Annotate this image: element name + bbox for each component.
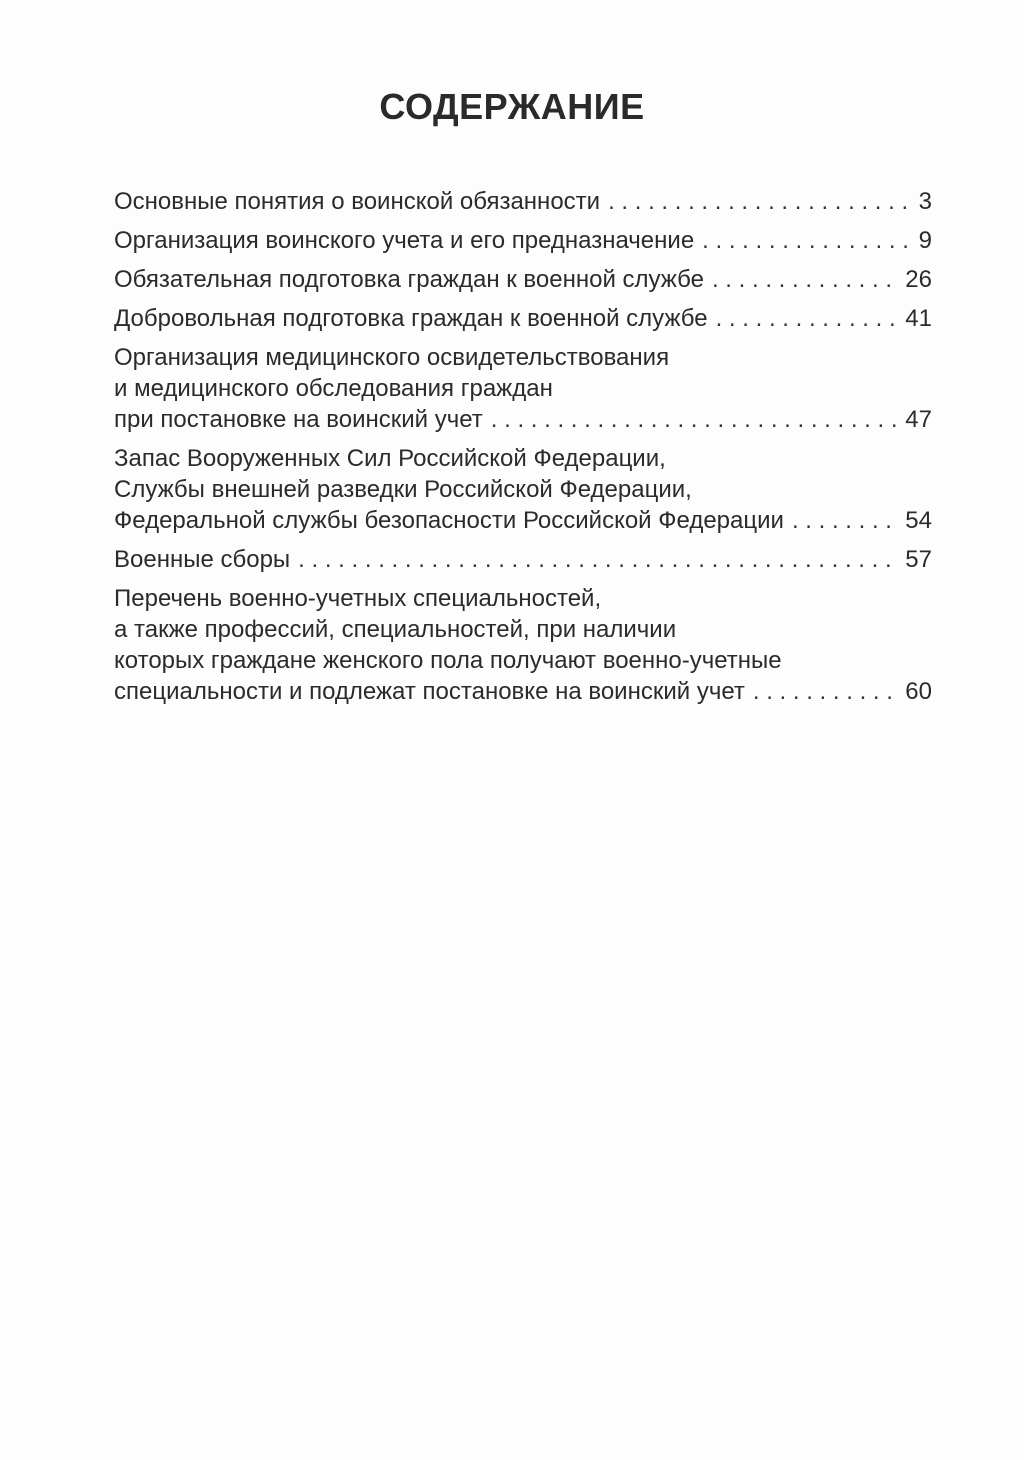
- toc-entry-title: Основные понятия о воинской обязанности: [114, 188, 601, 215]
- toc-entry-line: [114, 303, 932, 334]
- toc-entry: [114, 303, 932, 334]
- toc-entry-title-line: а также профессий, специальностей, при наличии: [114, 616, 677, 643]
- toc-entry-title: Военные сборы: [114, 546, 291, 573]
- toc-entry-title: Добровольная подготовка граждан к военной службе: [114, 305, 708, 332]
- dot-leader: [491, 404, 900, 435]
- toc-entry-line: [114, 404, 932, 435]
- toc-entry: [114, 583, 932, 707]
- toc-entry: [114, 186, 932, 217]
- toc-page-number: 57: [905, 546, 932, 573]
- toc-page-number: 41: [905, 305, 932, 332]
- toc-page-number: 47: [905, 406, 932, 433]
- toc-entry-title-line: специальности и подлежат постановке на воинский учет: [114, 678, 745, 705]
- toc-entry-line: [114, 505, 932, 536]
- table-of-contents: [114, 186, 932, 715]
- dot-leader: [608, 186, 910, 217]
- toc-entry-title-line: которых граждане женского пола получают военно-учетные: [114, 647, 782, 674]
- toc-entry: [114, 544, 932, 575]
- toc-entry: [114, 264, 932, 295]
- toc-page-number: 60: [905, 678, 932, 705]
- toc-entry-title-line: и медицинского обследования граждан: [114, 375, 553, 402]
- toc-entry: [114, 443, 932, 536]
- page-title: СОДЕРЖАНИЕ: [379, 86, 645, 127]
- toc-entry-title-line: Организация медицинского освидетельствования: [114, 344, 670, 371]
- dot-leader: [716, 303, 900, 334]
- toc-page-number: 54: [905, 507, 932, 534]
- dot-leader: [792, 505, 899, 536]
- toc-entry-title: Организация воинского учета и его предназначение: [114, 227, 695, 254]
- dot-leader: [298, 544, 899, 575]
- toc-entry-title-line: Федеральной службы безопасности Российской Федерации: [114, 507, 784, 534]
- toc-entry-title-line: Перечень военно-учетных специальностей,: [114, 585, 602, 612]
- dot-leader: [702, 225, 910, 256]
- dot-leader: [712, 264, 899, 295]
- toc-page-number: 3: [918, 188, 932, 215]
- toc-entry-line: [114, 186, 932, 217]
- toc-entry-title-line: Запас Вооруженных Сил Российской Федерации,: [114, 445, 666, 472]
- toc-page-number: 9: [918, 227, 932, 254]
- toc-entry-line: [114, 225, 932, 256]
- toc-entry-line: [114, 264, 932, 295]
- dot-leader: [753, 676, 899, 707]
- toc-entry-title-line: при постановке на воинский учет: [114, 406, 483, 433]
- toc-entry: [114, 342, 932, 435]
- toc-page-number: 26: [905, 266, 932, 293]
- toc-entry-title: Обязательная подготовка граждан к военной службе: [114, 266, 704, 293]
- toc-entry-title-line: Службы внешней разведки Российской Федерации,: [114, 476, 692, 503]
- toc-entry-line: [114, 544, 932, 575]
- toc-entry: [114, 225, 932, 256]
- toc-entry-line: [114, 676, 932, 707]
